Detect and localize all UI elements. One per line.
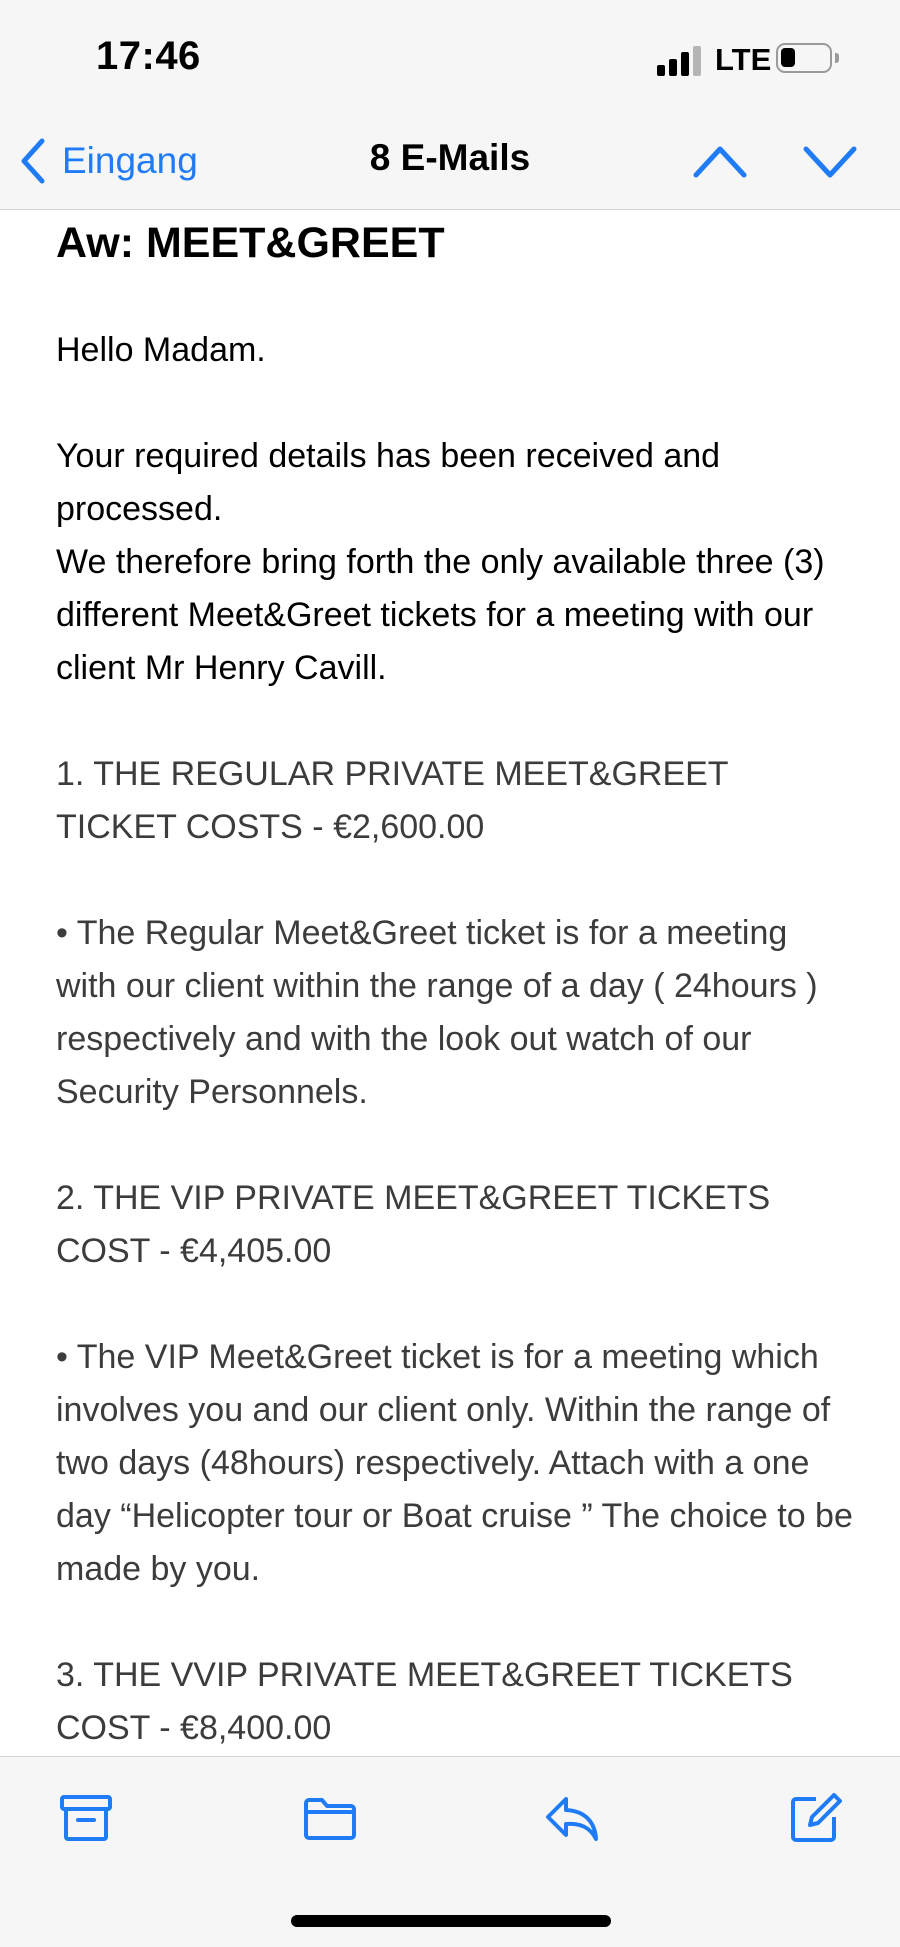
ticket-3-title: 3. THE VVIP PRIVATE MEET&GREET TICKETS COST - €8,400.00 bbox=[56, 1656, 793, 1747]
intro-line-1: Your required details has been received and processed. bbox=[56, 437, 721, 528]
back-label: Eingang bbox=[62, 140, 198, 181]
archive-icon[interactable] bbox=[58, 1793, 114, 1843]
reply-icon[interactable] bbox=[544, 1793, 600, 1843]
ticket-1-description: • The Regular Meet&Greet ticket is for a meeting with our client within the range of a day ( 24hours ) respectively and with the look out watch of our Security Personnels. bbox=[56, 914, 818, 1111]
ticket-1-title: 1. THE REGULAR PRIVATE MEET&GREET TICKET COSTS - €2,600.00 bbox=[56, 755, 728, 846]
mail-content bbox=[56, 215, 856, 1755]
compose-icon[interactable] bbox=[788, 1793, 844, 1843]
greeting: Hello Madam. bbox=[56, 331, 266, 369]
chevron-down-icon[interactable] bbox=[802, 139, 858, 185]
signal-icon bbox=[657, 46, 703, 76]
folder-icon[interactable] bbox=[302, 1793, 358, 1843]
battery-tip bbox=[835, 53, 839, 63]
intro-line-2: We therefore bring forth the only available three (3) different Meet&Greet tickets for a meeting with our client Mr Henry Cavill. bbox=[56, 543, 825, 687]
network-label: LTE bbox=[715, 42, 772, 77]
ticket-2-title: 2. THE VIP PRIVATE MEET&GREET TICKETS COST - €4,405.00 bbox=[56, 1179, 771, 1270]
mail-subject: Aw: MEET&GREET bbox=[56, 219, 445, 267]
nav-title: 8 E-Mails bbox=[369, 137, 531, 178]
home-indicator[interactable] bbox=[291, 1915, 611, 1927]
ticket-2-description: • The VIP Meet&Greet ticket is for a meeting which involves you and our client only. Within the range of two days (48hours) respectively. Attach with a one day “Helicopter tour or Boat cruise ” The choice to be made by you. bbox=[56, 1338, 853, 1588]
chevron-up-icon[interactable] bbox=[692, 139, 748, 185]
battery-icon bbox=[776, 43, 832, 73]
status-bar bbox=[0, 0, 900, 115]
status-time: 17:46 bbox=[96, 34, 201, 78]
mail-body bbox=[56, 324, 856, 1755]
navigation-bar bbox=[0, 115, 900, 210]
